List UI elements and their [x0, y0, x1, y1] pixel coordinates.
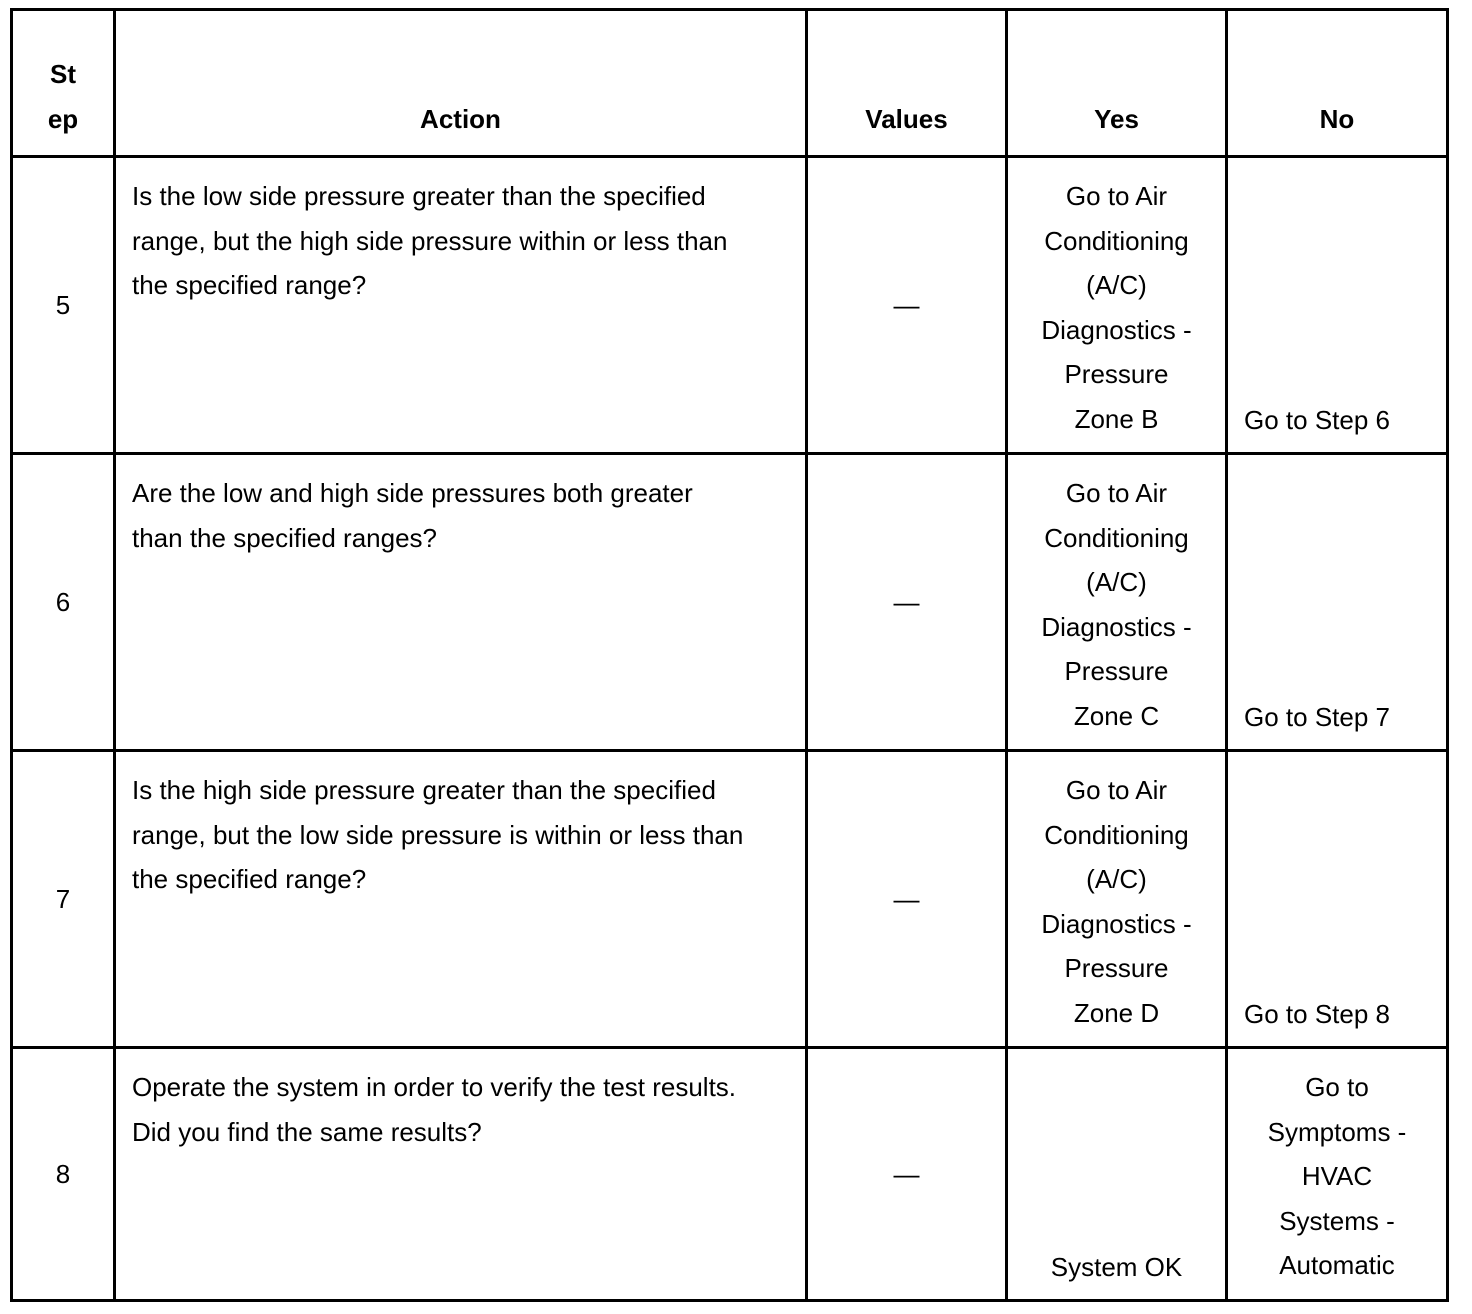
yes-text: Go to Air Conditioning (A/C) Diagnostics - Pressure Zone C	[1041, 478, 1192, 731]
table-row	[12, 751, 1448, 1048]
yes-cell	[1007, 157, 1227, 454]
header-yes: Yes	[1007, 10, 1227, 157]
header-values: Values	[807, 10, 1007, 157]
no-text: Go to Symptoms - HVAC Systems - Automatic	[1267, 1072, 1407, 1280]
yes-text: Go to Air Conditioning (A/C) Diagnostics - Pressure Zone B	[1041, 181, 1192, 434]
header-row	[12, 10, 1448, 157]
table-row	[12, 1048, 1448, 1301]
no-cell: Go to Step 8	[1227, 751, 1448, 1048]
header-step-line1: St	[50, 59, 76, 89]
yes-text: Go to Air Conditioning (A/C) Diagnostics - Pressure Zone D	[1041, 775, 1192, 1028]
header-step	[12, 10, 115, 157]
header-no: No	[1227, 10, 1448, 157]
header-action: Action	[115, 10, 807, 157]
step-cell: 6	[12, 454, 115, 751]
values-cell: —	[807, 454, 1007, 751]
action-cell: Operate the system in order to verify the test results. Did you find the same results?	[115, 1048, 807, 1301]
step-cell: 7	[12, 751, 115, 1048]
no-cell	[1227, 1048, 1448, 1301]
action-cell: Is the high side pressure greater than the specified range, but the low side pressure is within or less than the specified range?	[115, 751, 807, 1048]
action-cell: Are the low and high side pressures both greater than the specified ranges?	[115, 454, 807, 751]
step-cell: 8	[12, 1048, 115, 1301]
values-cell: —	[807, 157, 1007, 454]
no-cell: Go to Step 6	[1227, 157, 1448, 454]
table-row	[12, 157, 1448, 454]
diagnostic-table	[10, 8, 1449, 1302]
step-cell: 5	[12, 157, 115, 454]
no-cell: Go to Step 7	[1227, 454, 1448, 751]
table-row	[12, 454, 1448, 751]
values-cell: —	[807, 1048, 1007, 1301]
header-step-line2: ep	[47, 103, 79, 134]
yes-cell	[1007, 751, 1227, 1048]
yes-cell	[1007, 454, 1227, 751]
action-cell: Is the low side pressure greater than the specified range, but the high side pressure within or less than the specified range?	[115, 157, 807, 454]
yes-cell: System OK	[1007, 1048, 1227, 1301]
values-cell: —	[807, 751, 1007, 1048]
